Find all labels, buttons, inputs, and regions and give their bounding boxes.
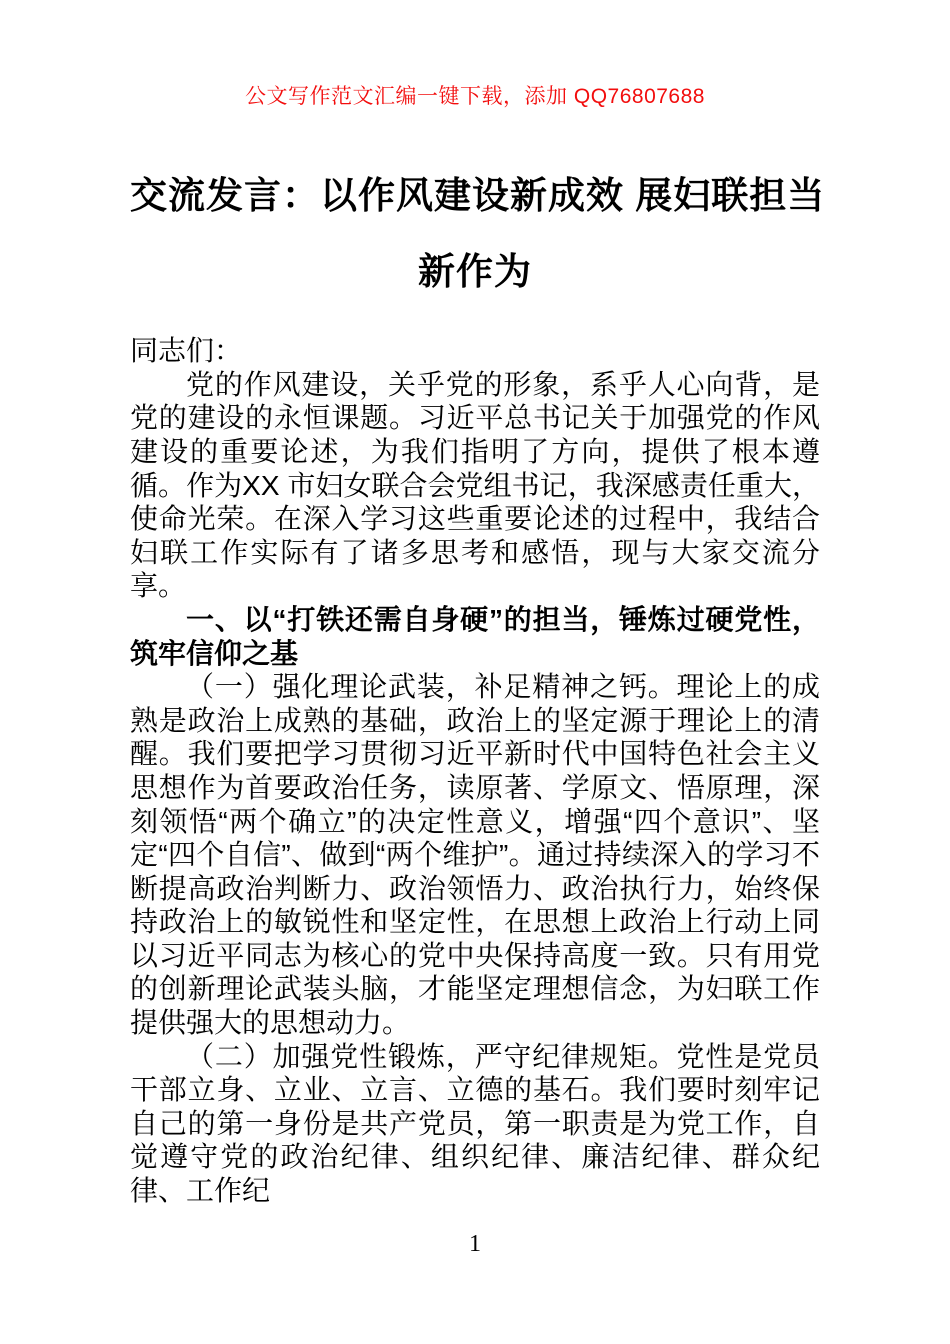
title-line-2: 新作为 — [418, 251, 532, 293]
paragraph-intro: 党的作风建设，关乎党的形象，系乎人心向背，是党的建设的永恒课题。习近平总书记关于加强党的作风建设的重要论述，为我们指明了方向，提供了根本遵循。作为XX 市妇女联合会党组书记，我深感责任重大，使命光荣。在深入学习这些重要论述的过程中，我结合妇联工作实际有了诸多思考和感悟，现与大家交流分享。 — [130, 368, 820, 602]
document-body — [130, 334, 820, 1207]
paragraph-point-1: （一）强化理论武装，补足精神之钙。理论上的成熟是政治上成熟的基础，政治上的坚定源于理论上的清醒。我们要把学习贯彻习近平新时代中国特色社会主义思想作为首要政治任务，读原著、学原文、悟原理，深刻领悟“两个确立”的决定性意义，增强“四个意识”、坚定“四个自信”、做到“两个维护”。通过持续深入的学习不断提高政治判断力、政治领悟力、政治执行力，始终保持政治上的敏锐性和坚定性，在思想上政治上行动上同以习近平同志为核心的党中央保持高度一致。只有用党的创新理论武装头脑，才能坚定理想信念，为妇联工作提供强大的思想动力。 — [130, 671, 820, 1039]
paragraph-point-2: （二）加强党性锻炼，严守纪律规矩。党性是党员干部立身、立业、立言、立德的基石。我们要时刻牢记自己的第一身份是共产党员，第一职责是为党工作，自觉遵守党的政治纪律、组织纪律、廉洁纪律、群众纪律、工作纪 — [130, 1040, 820, 1207]
salutation: 同志们： — [130, 335, 243, 367]
watermark-notice: 公文写作范文汇编一键下载，添加 QQ76807688 — [245, 85, 705, 108]
title-line-1: 交流发言：以作风建设新成效 展妇联担当 — [130, 175, 826, 217]
section-heading-1: 一、以“打铁还需自身硬”的担当，锤炼过硬党性，筑牢信仰之基 — [130, 603, 820, 669]
document-title — [130, 158, 826, 310]
page-number: 1 — [469, 1230, 481, 1257]
